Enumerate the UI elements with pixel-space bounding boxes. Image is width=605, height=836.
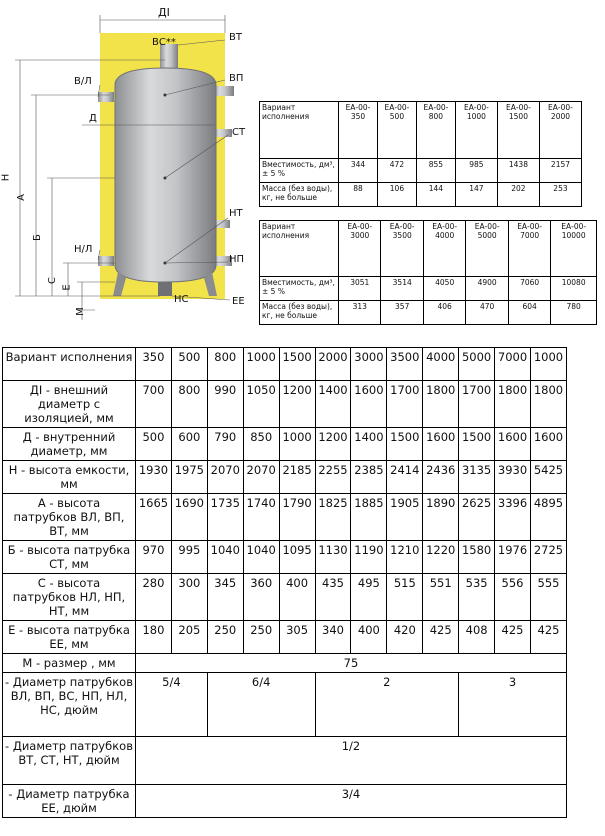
big-header-label: Вариант исполнения — [3, 348, 136, 381]
table-cell: 425 — [530, 621, 566, 654]
row-label: С - высота патрубков НЛ, НП, НТ, мм — [3, 574, 136, 621]
table2-cell: 4050 — [423, 277, 465, 301]
table-cell: 1800 — [495, 381, 531, 428]
table-row — [260, 301, 597, 325]
table-cell: 2436 — [423, 461, 459, 494]
table-cell: 280 — [136, 574, 172, 621]
table1-capacity-label: Вместимость, дм³, ± 5 % — [260, 159, 339, 183]
table-cell: 3000 — [351, 348, 387, 381]
table-cell: 6/4 — [207, 673, 315, 737]
d-row3-label: - Диаметр патрубка ЕЕ, дюйм — [3, 785, 136, 818]
d-row2-label: - Диаметр патрубков ВТ, СТ, НТ, дюйм — [3, 737, 136, 785]
table-cell: 350 — [136, 348, 172, 381]
table-row — [3, 785, 567, 818]
table1-cell: 106 — [377, 183, 416, 207]
table2-cell: 470 — [466, 301, 508, 325]
table-cell: 2414 — [387, 461, 423, 494]
table-cell: 2000 — [315, 348, 351, 381]
table-row — [3, 737, 567, 785]
table1-cell: 344 — [339, 159, 378, 183]
table2-capacity-label: Вместимость, дм³, ± 5 % — [260, 277, 339, 301]
table-cell: 1200 — [315, 428, 351, 461]
table-row — [3, 621, 567, 654]
table-row — [3, 541, 567, 574]
table-cell: 2255 — [315, 461, 351, 494]
table-cell: 1210 — [387, 541, 423, 574]
table-cell: 2385 — [351, 461, 387, 494]
table-cell: 305 — [279, 621, 315, 654]
table-cell: 5000 — [459, 348, 495, 381]
table-cell: 420 — [387, 621, 423, 654]
table-cell: 1500 — [459, 428, 495, 461]
table2-model: ЕА-00-3500 — [381, 221, 423, 277]
table-cell: 5/4 — [136, 673, 208, 737]
table1-model: ЕА-00-800 — [416, 102, 455, 159]
table-cell: 1800 — [423, 381, 459, 428]
table1-cell: 88 — [339, 183, 378, 207]
table-cell: 4000 — [423, 348, 459, 381]
table2-model: ЕА-00-7000 — [508, 221, 550, 277]
table1-cell: 1438 — [497, 159, 539, 183]
table-cell: 600 — [171, 428, 207, 461]
table-cell: 535 — [459, 574, 495, 621]
table-cell: 1400 — [315, 381, 351, 428]
table-cell: 1040 — [243, 541, 279, 574]
table1-cell: 253 — [539, 183, 581, 207]
table-cell: 1976 — [495, 541, 531, 574]
table-row — [3, 428, 567, 461]
table-cell: 1130 — [315, 541, 351, 574]
table2-cell: 780 — [551, 301, 597, 325]
table-cell: 345 — [207, 574, 243, 621]
table1-cell: 2157 — [539, 159, 581, 183]
dimensions-table — [2, 347, 567, 818]
label-b: Б — [31, 234, 43, 241]
table-cell: 3500 — [387, 348, 423, 381]
m-row-label: М - размер , мм — [3, 654, 136, 673]
table-cell: 4895 — [530, 494, 566, 541]
table-cell: 1890 — [423, 494, 459, 541]
label-c: С — [46, 277, 58, 284]
table-row — [260, 159, 582, 183]
table-cell: 500 — [136, 428, 172, 461]
table-cell: 1690 — [171, 494, 207, 541]
table-cell: 1095 — [279, 541, 315, 574]
table-cell: 1790 — [279, 494, 315, 541]
table-row — [3, 348, 567, 381]
table2-model: ЕА-00-3000 — [339, 221, 381, 277]
bottom-pipe — [158, 282, 172, 296]
table-row — [3, 654, 567, 673]
table-cell: 700 — [136, 381, 172, 428]
table-cell: 425 — [495, 621, 531, 654]
table-cell: 205 — [171, 621, 207, 654]
row-label: Д - внутренний диаметр, мм — [3, 428, 136, 461]
table-cell: 2625 — [459, 494, 495, 541]
table-cell: 1000 — [243, 348, 279, 381]
table2-model: ЕА-00-4000 — [423, 221, 465, 277]
label-vl: В/Л — [74, 76, 92, 87]
table-cell: 3930 — [495, 461, 531, 494]
label-ns: НС — [174, 294, 189, 305]
table2-cell: 3514 — [381, 277, 423, 301]
table-cell: 2725 — [530, 541, 566, 574]
table-cell: 7000 — [495, 348, 531, 381]
table2-cell: 4900 — [466, 277, 508, 301]
table-cell: 360 — [243, 574, 279, 621]
table-row — [3, 574, 567, 621]
table-cell: 5425 — [530, 461, 566, 494]
table-cell: 1600 — [423, 428, 459, 461]
table-cell: 2070 — [207, 461, 243, 494]
table-cell: 500 — [171, 348, 207, 381]
label-vp: ВП — [229, 73, 244, 84]
table-cell: 250 — [207, 621, 243, 654]
pipe-nl — [98, 256, 114, 266]
table-cell: 3/4 — [136, 785, 567, 818]
table2-header-label: Вариант исполнения — [260, 221, 339, 277]
table-cell: 1975 — [171, 461, 207, 494]
table-cell: 340 — [315, 621, 351, 654]
table-row — [3, 381, 567, 428]
table-cell: 1735 — [207, 494, 243, 541]
table-cell: 300 — [171, 574, 207, 621]
table1-cell: 202 — [497, 183, 539, 207]
label-a: А — [15, 194, 27, 201]
table-row — [260, 221, 597, 277]
table-cell: 3396 — [495, 494, 531, 541]
table-cell: 1050 — [243, 381, 279, 428]
table-cell: 3 — [459, 673, 567, 737]
table-cell: 970 — [136, 541, 172, 574]
table1-cell: 855 — [416, 159, 455, 183]
table-cell: 1190 — [351, 541, 387, 574]
label-e: Е — [61, 284, 73, 291]
table-cell: 1930 — [136, 461, 172, 494]
table-cell: 556 — [495, 574, 531, 621]
capacity-table-2 — [259, 220, 597, 325]
label-h: Н — [0, 173, 12, 182]
table1-mass-label: Масса (без воды), кг, не больше — [260, 183, 339, 207]
row-label: А - высота патрубков ВЛ, ВП, ВТ, мм — [3, 494, 136, 541]
table1-cell: 985 — [455, 159, 497, 183]
row-label: Е - высота патрубка ЕЕ, мм — [3, 621, 136, 654]
table-cell: 180 — [136, 621, 172, 654]
table-cell: 800 — [171, 381, 207, 428]
label-vs: ВС** — [152, 37, 176, 48]
table1-model: ЕА-00-1500 — [497, 102, 539, 159]
d-row1-label: - Диаметр патрубков ВЛ, ВП, ВС, НП, НЛ, НС, дюйм — [3, 673, 136, 737]
table-cell: 800 — [207, 348, 243, 381]
capacity-table-1 — [259, 101, 582, 207]
table2-cell: 406 — [423, 301, 465, 325]
table-cell: 551 — [423, 574, 459, 621]
row-label: Н - высота емкости, мм — [3, 461, 136, 494]
table1-cell: 147 — [455, 183, 497, 207]
table-cell: 1/2 — [136, 737, 567, 785]
label-ee: ЕЕ — [232, 296, 245, 307]
table-cell: 425 — [423, 621, 459, 654]
label-vt: ВТ — [229, 32, 242, 43]
label-nl: Н/Л — [74, 244, 93, 255]
table-cell: 1665 — [136, 494, 172, 541]
table-cell: 990 — [207, 381, 243, 428]
table-cell: 408 — [459, 621, 495, 654]
m-row-value: 75 — [136, 654, 567, 673]
label-st: СТ — [232, 127, 246, 138]
table-row — [260, 183, 582, 207]
table-cell: 400 — [279, 574, 315, 621]
table1-model: ЕА-00-500 — [377, 102, 416, 159]
table-cell: 555 — [530, 574, 566, 621]
table-cell: 1825 — [315, 494, 351, 541]
table-cell: 435 — [315, 574, 351, 621]
table-cell: 850 — [243, 428, 279, 461]
table2-mass-label: Масса (без воды), кг, не больше — [260, 301, 339, 325]
table-cell: 250 — [243, 621, 279, 654]
table2-cell: 3051 — [339, 277, 381, 301]
row-label: Б - высота патрубка СТ, мм — [3, 541, 136, 574]
table1-model: ЕА-00-2000 — [539, 102, 581, 159]
table-cell: 1000 — [530, 348, 566, 381]
label-d: Д — [89, 113, 97, 124]
tank-diagram — [0, 0, 260, 330]
table-cell: 1400 — [351, 428, 387, 461]
table2-cell: 313 — [339, 301, 381, 325]
table2-model: ЕА-00-5000 — [466, 221, 508, 277]
table-row — [3, 461, 567, 494]
table-cell: 1600 — [495, 428, 531, 461]
tank-body — [115, 68, 216, 282]
table-cell: 3135 — [459, 461, 495, 494]
table-cell: 400 — [351, 621, 387, 654]
label-dl: ДI — [158, 6, 170, 19]
table-cell: 515 — [387, 574, 423, 621]
table-cell: 2185 — [279, 461, 315, 494]
label-nt: НТ — [229, 208, 243, 219]
table1-cell: 472 — [377, 159, 416, 183]
table2-cell: 604 — [508, 301, 550, 325]
table-cell: 1220 — [423, 541, 459, 574]
table-cell: 1040 — [207, 541, 243, 574]
table1-cell: 144 — [416, 183, 455, 207]
table-cell: 1200 — [279, 381, 315, 428]
table-row — [3, 494, 567, 541]
table-cell: 1885 — [351, 494, 387, 541]
label-np: НП — [229, 254, 245, 265]
table-row — [260, 277, 597, 301]
table-cell: 1600 — [351, 381, 387, 428]
table-cell: 1800 — [530, 381, 566, 428]
pipe-vl — [98, 92, 114, 102]
table1-header-label: Вариант исполнения — [260, 102, 339, 159]
table-row — [3, 673, 567, 737]
table-cell: 1905 — [387, 494, 423, 541]
table-cell: 995 — [171, 541, 207, 574]
table-cell: 495 — [351, 574, 387, 621]
table-cell: 2070 — [243, 461, 279, 494]
table-cell: 1500 — [279, 348, 315, 381]
table-cell: 1700 — [387, 381, 423, 428]
table-cell: 1500 — [387, 428, 423, 461]
table-row — [260, 102, 582, 159]
table-cell: 1600 — [530, 428, 566, 461]
table-cell: 2 — [315, 673, 459, 737]
label-m: М — [74, 307, 86, 316]
table1-model: ЕА-00-1000 — [455, 102, 497, 159]
table-cell: 1700 — [459, 381, 495, 428]
table2-model: ЕА-00-10000 — [551, 221, 597, 277]
row-label: ДI - внешний диаметр с изоляцией, мм — [3, 381, 136, 428]
table1-model: ЕА-00-350 — [339, 102, 378, 159]
table-cell: 790 — [207, 428, 243, 461]
table-cell: 1580 — [459, 541, 495, 574]
table2-cell: 357 — [381, 301, 423, 325]
table2-cell: 10080 — [551, 277, 597, 301]
table2-cell: 7060 — [508, 277, 550, 301]
table-cell: 1000 — [279, 428, 315, 461]
table-cell: 1740 — [243, 494, 279, 541]
